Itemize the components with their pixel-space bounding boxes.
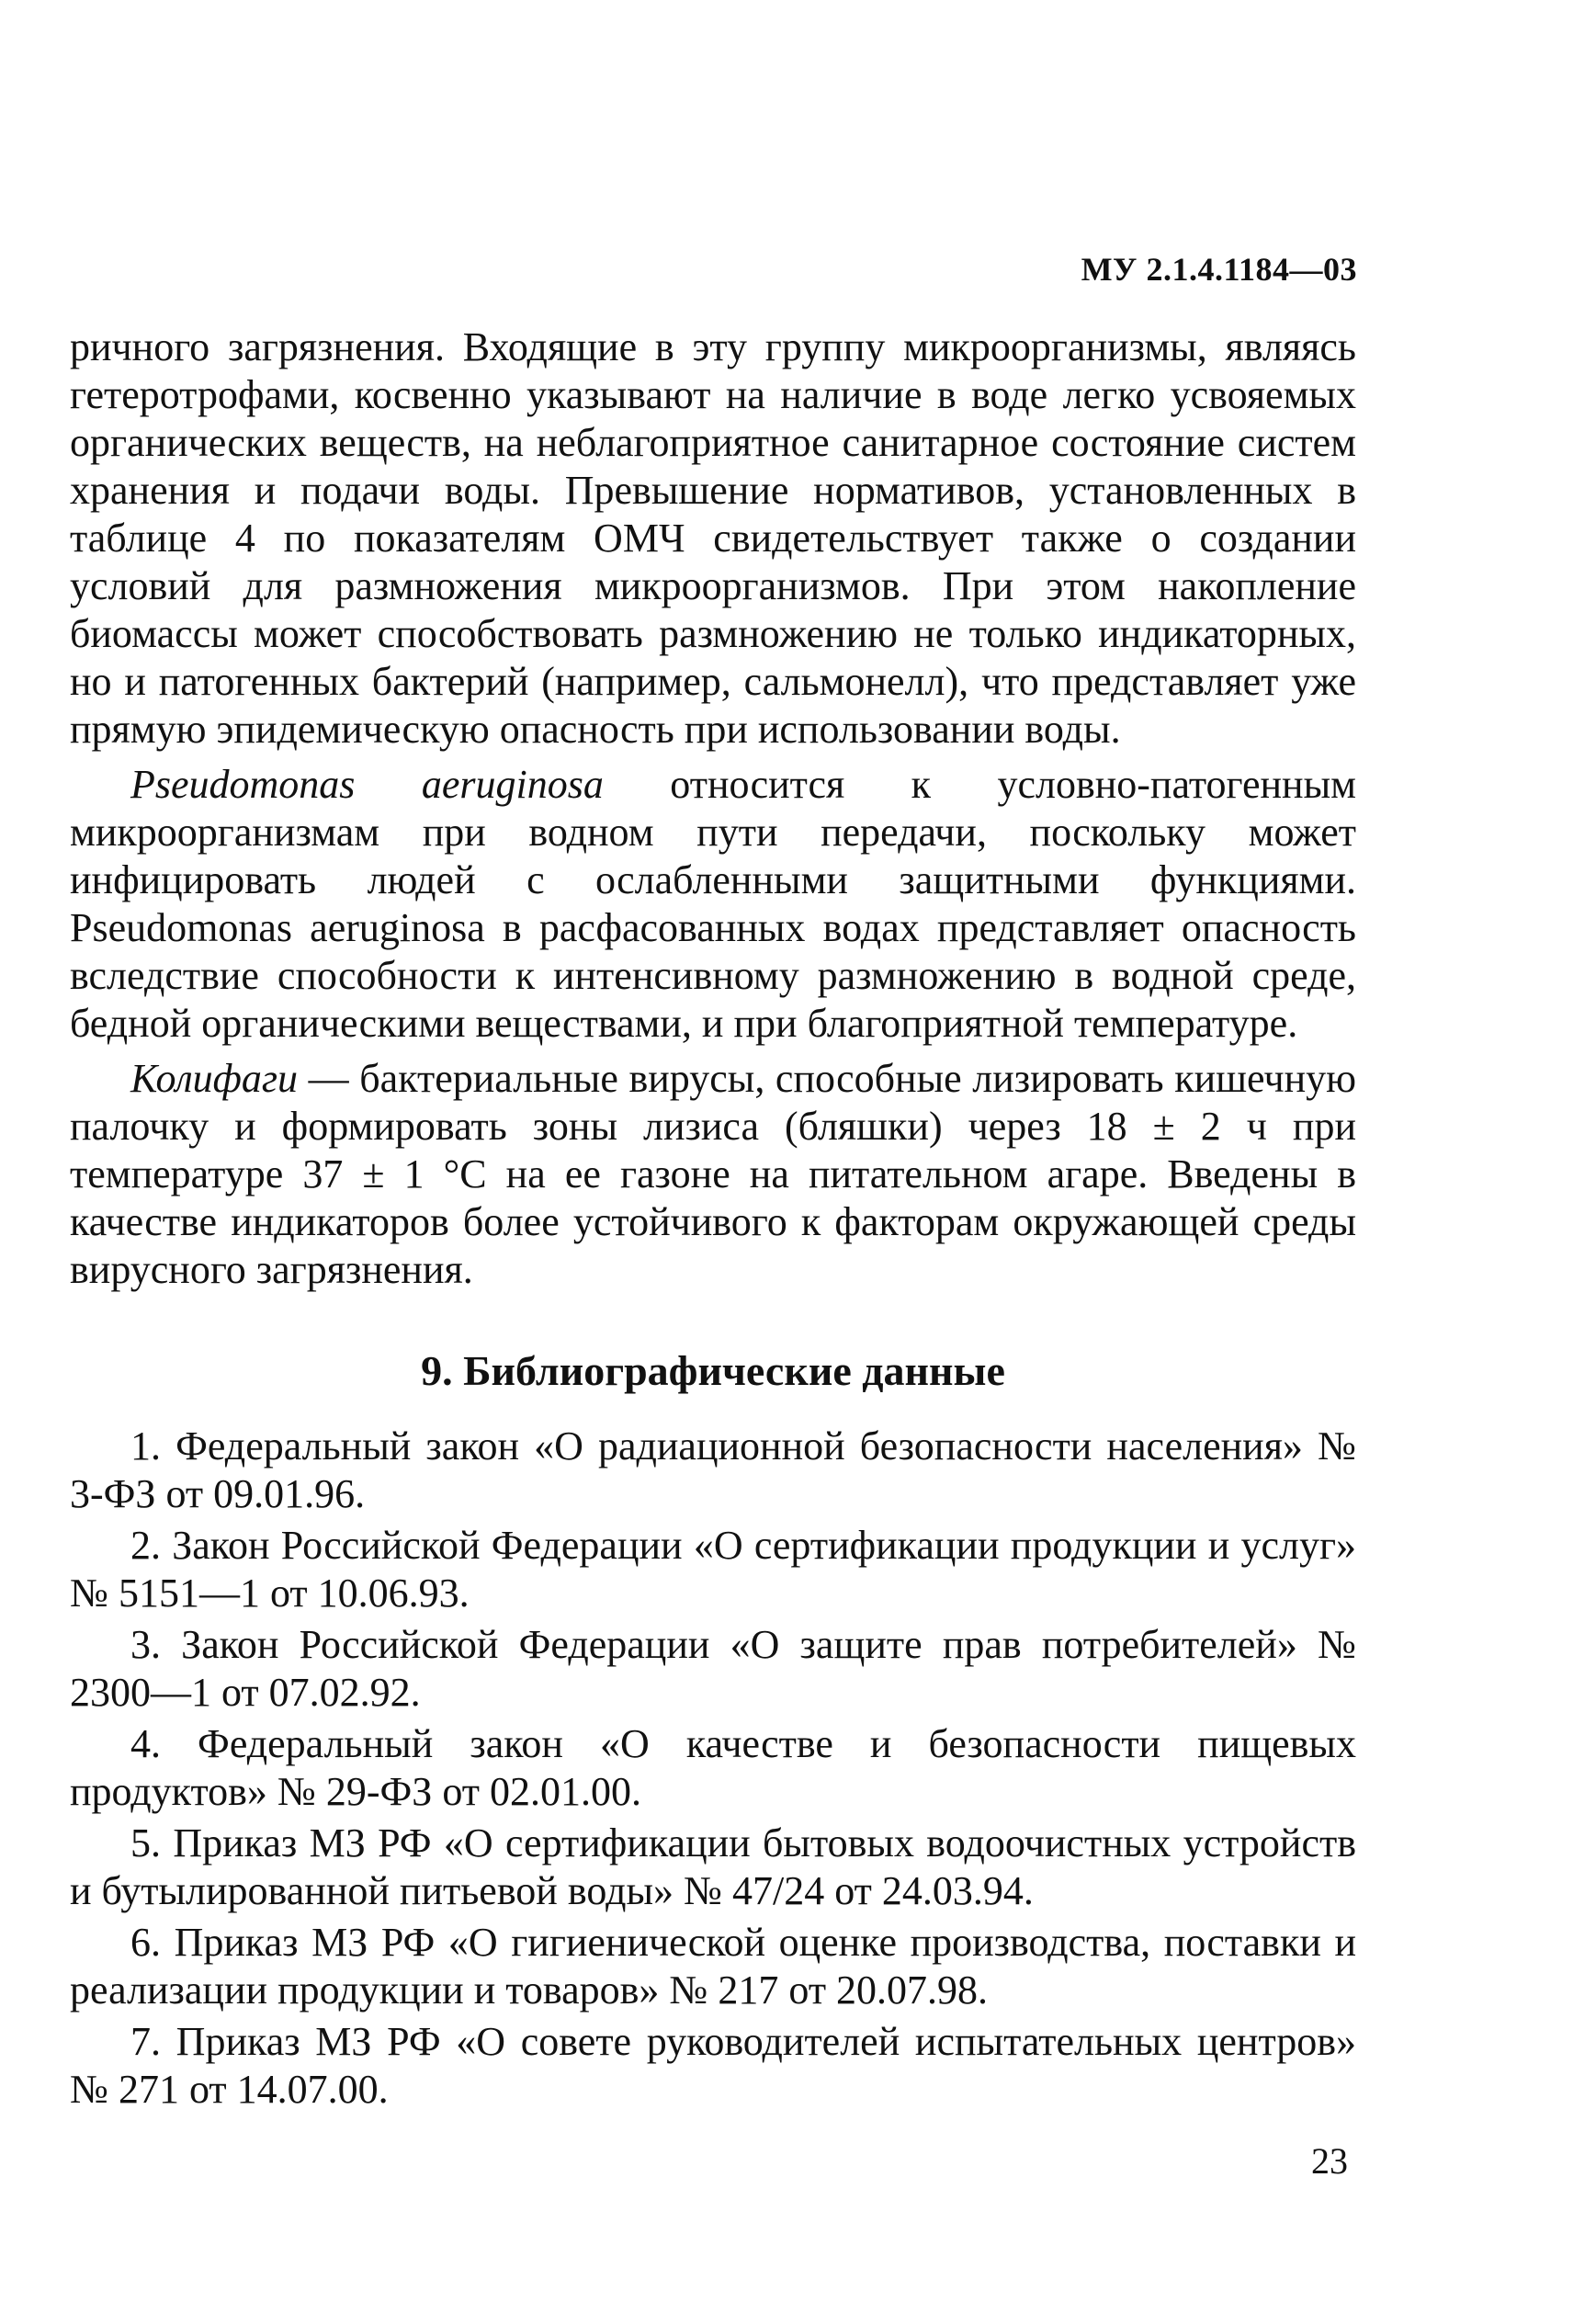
section-heading: 9. Библиографические данные bbox=[421, 1347, 1005, 1394]
reference-item: 1. Федеральный закон «О радиационной безопасности населения» № 3-ФЗ от 09.01.96. bbox=[70, 1423, 1356, 1516]
paragraph-pseudomonas-text: относится к условно-патогенным микроорганизмам при водном пути передачи, поскольку может инфицировать людей с ослабленными защитными функциями. Pseudomonas aeruginosa в расфасованных водах представляет опасность вследствие способности к интенсивному размножению в водной среде, бедной органическими веществами, и при благоприятной температуре. bbox=[70, 762, 1356, 1046]
paragraph-coliphages bbox=[70, 1055, 1356, 1294]
paragraph-coliphages-text: — бактериальные вирусы, способные лизировать кишечную палочку и формировать зоны лизиса (бляшки) через 18 ± 2 ч при температуре 37 ± 1 °С на ее газоне на питательном агаре. Введены в качестве индикаторов более устойчивого к факторам окружающей среды вирусного загрязнения. bbox=[70, 1056, 1356, 1292]
document-code-header: МУ 2.1.4.1184—03 bbox=[1081, 251, 1357, 288]
reference-item: 3. Закон Российской Федерации «О защите прав потребителей» № 2300—1 от 07.02.92. bbox=[70, 1622, 1356, 1715]
term-coliphages: Колифаги bbox=[130, 1056, 299, 1101]
reference-item: 5. Приказ МЗ РФ «О сертификации бытовых водоочистных устройств и бутылированной питьевой воды» № 47/24 от 24.03.94. bbox=[70, 1820, 1356, 1913]
reference-item: 4. Федеральный закон «О качестве и безопасности пищевых продуктов» № 29-ФЗ от 02.01.00. bbox=[70, 1721, 1356, 1814]
document-body bbox=[70, 323, 1356, 2117]
page-number: 23 bbox=[1311, 2140, 1348, 2182]
reference-list bbox=[70, 1423, 1356, 2114]
reference-item: 6. Приказ МЗ РФ «О гигиенической оценке производства, поставки и реализации продукции и товаров» № 217 от 20.07.98. bbox=[70, 1920, 1356, 2013]
reference-item: 7. Приказ МЗ РФ «О совете руководителей испытательных центров» № 271 от 14.07.00. bbox=[70, 2019, 1356, 2112]
paragraph-pseudomonas bbox=[70, 761, 1356, 1048]
term-pseudomonas: Pseudomonas aeruginosa bbox=[130, 762, 604, 807]
paragraph-heterotrophs: ричного загрязнения. Входящие в эту группу микроорганизмы, являясь гетеротрофами, косвенно указывают на наличие в воде легко усвояемых органических веществ, на неблагоприятное санитарное состояние систем хранения и подачи воды. Превышение нормативов, установленных в таблице 4 по показателям ОМЧ свидетельствует также о создании условий для размножения микроорганизмов. При этом накопление биомассы может способствовать размножению не только индикаторных, но и патогенных бактерий (например, сальмонелл), что представляет уже прямую эпидемическую опасность при использовании воды. bbox=[70, 324, 1356, 752]
reference-item: 2. Закон Российской Федерации «О сертификации продукции и услуг» № 5151—1 от 10.06.93. bbox=[70, 1523, 1356, 1616]
